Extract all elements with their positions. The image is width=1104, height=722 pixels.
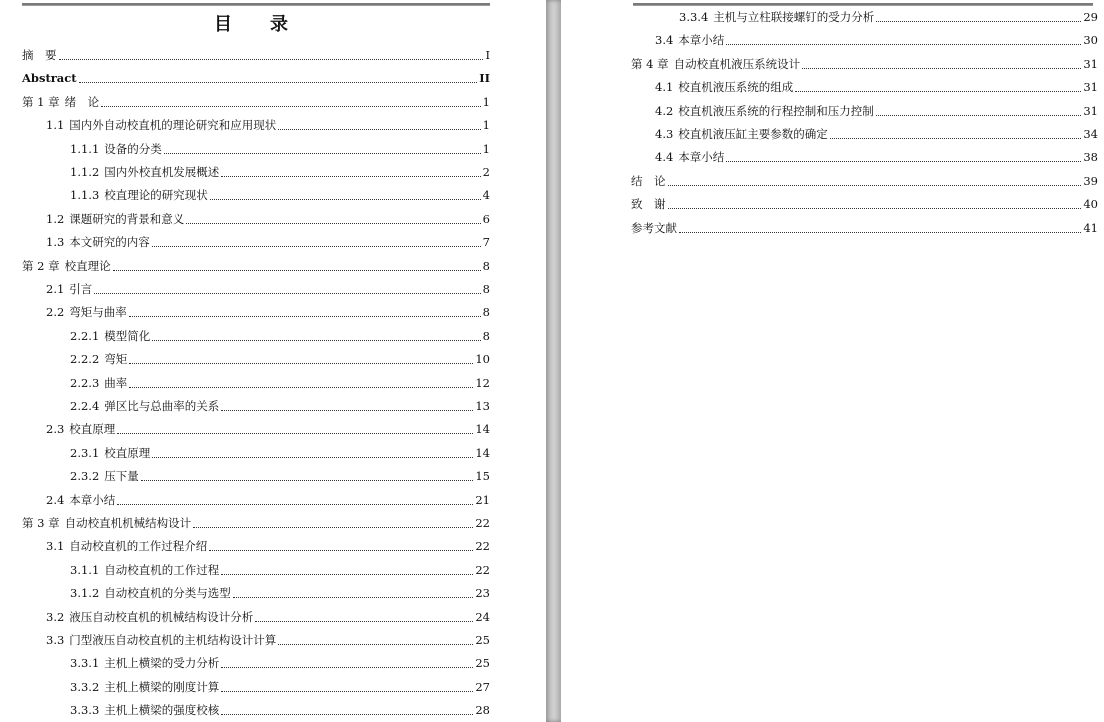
toc-entry-number: 1.1.2 — [70, 165, 100, 179]
dot-leader — [668, 184, 1082, 186]
dot-leader — [186, 222, 480, 224]
toc-entry[interactable] — [70, 162, 490, 182]
toc-entry-title: 校直原理 — [104, 445, 151, 460]
toc-entry[interactable] — [631, 54, 1098, 74]
toc-entry-page: 2 — [482, 165, 490, 179]
toc-entry-page: 13 — [475, 399, 490, 413]
toc-entry-title: 校直原理 — [69, 422, 116, 437]
toc-entry-number: 2.3.2 — [70, 469, 100, 484]
toc-entry-number: 4.3 — [655, 127, 674, 141]
toc-entry[interactable] — [679, 7, 1098, 27]
toc-entry-page: 31 — [1083, 56, 1098, 71]
toc-entry-page: 8 — [482, 305, 490, 320]
toc-entry-number: 2.3.1 — [70, 445, 100, 460]
toc-entry-title: 引言 — [69, 282, 93, 296]
toc-entry[interactable] — [46, 302, 490, 322]
toc-entry-title: 参考文献 — [631, 220, 677, 235]
toc-entry[interactable] — [70, 185, 490, 205]
toc-entry[interactable] — [46, 630, 490, 650]
toc-entry-number: 2.2.3 — [70, 375, 100, 390]
dot-leader — [210, 198, 481, 200]
toc-entry[interactable] — [70, 466, 490, 486]
toc-entry-title: 弯矩与曲率 — [69, 305, 127, 320]
toc-entry-page: 1 — [482, 141, 490, 156]
toc-entry-page: 14 — [475, 445, 490, 460]
toc-entry[interactable] — [22, 45, 490, 65]
toc-entry-number: 第 3 章 — [22, 516, 60, 530]
toc-entry[interactable] — [46, 536, 490, 556]
toc-entry-number: 第 2 章 — [22, 258, 60, 273]
toc-entry-page: 24 — [475, 609, 490, 624]
dot-leader — [726, 160, 1081, 162]
toc-entry[interactable] — [655, 101, 1098, 121]
dot-leader — [117, 432, 473, 434]
dot-leader — [164, 152, 481, 154]
toc-entry-title: 致 谢 — [631, 197, 666, 212]
toc-entry[interactable] — [22, 68, 490, 88]
dot-leader — [221, 175, 480, 177]
toc-entry-page: 30 — [1083, 33, 1098, 48]
toc-entry-page: 40 — [1083, 197, 1098, 212]
toc-entry[interactable] — [46, 279, 490, 299]
dot-leader — [668, 207, 1082, 209]
dot-leader — [79, 81, 478, 83]
toc-entry-page: 39 — [1083, 173, 1098, 188]
dot-leader — [679, 231, 1081, 233]
toc-entry-page: I — [485, 48, 490, 62]
toc-entry-title: 压下量 — [104, 469, 139, 484]
toc-entry-number: 2.2.4 — [70, 399, 100, 413]
toc-entry[interactable] — [655, 30, 1098, 50]
toc-entry[interactable] — [70, 139, 490, 159]
toc-entry[interactable] — [46, 607, 490, 627]
right-page — [561, 0, 1104, 722]
dot-leader — [209, 549, 473, 551]
toc-entry-number: 3.4 — [655, 33, 674, 48]
toc-entry-title: 弹区比与总曲率的关系 — [104, 399, 220, 413]
toc-entry-page: 21 — [475, 492, 490, 507]
toc-entry[interactable] — [22, 513, 490, 533]
toc-entry[interactable] — [46, 419, 490, 439]
toc-entry-number: 3.1 — [46, 539, 65, 554]
toc-entry-page: 22 — [475, 562, 490, 577]
dot-leader — [101, 105, 481, 107]
toc-entry-title: 主机与立柱联接螺钉的受力分析 — [713, 10, 875, 24]
toc-entry-number: 3.3 — [46, 633, 65, 647]
toc-entry[interactable] — [631, 171, 1098, 191]
toc-entry[interactable] — [70, 700, 490, 720]
toc-entry[interactable] — [46, 490, 490, 510]
toc-entry-number: 1.3 — [46, 235, 65, 250]
dot-leader — [152, 339, 480, 341]
toc-entry-title: 摘 要 — [22, 48, 57, 62]
toc-entry-number: 1.1.3 — [70, 188, 100, 203]
toc-entry[interactable] — [70, 653, 490, 673]
dot-leader — [129, 386, 473, 388]
dot-leader — [278, 128, 480, 130]
toc-entry-title: 主机上横梁的刚度计算 — [104, 679, 220, 694]
dot-leader — [221, 573, 473, 575]
toc-entry-number: 2.2.2 — [70, 352, 100, 367]
dot-leader — [193, 526, 473, 528]
dot-leader — [113, 269, 481, 271]
toc-entry-title: 校直机液压缸主要参数的确定 — [678, 127, 828, 141]
toc-entry-number: 2.4 — [46, 492, 65, 507]
toc-entry-title: 本章小结 — [678, 33, 725, 48]
toc-entry-title: 绪 论 — [64, 94, 100, 109]
dot-leader — [255, 620, 473, 622]
toc-entry[interactable] — [631, 194, 1098, 214]
toc-entry-number: 第 1 章 — [22, 94, 60, 109]
toc-entry-title: 自动校直机的工作过程 — [104, 562, 220, 577]
dot-leader — [233, 596, 474, 598]
toc-entry-title: 课题研究的背景和意义 — [69, 211, 185, 226]
toc-entry-number: 1.1 — [46, 118, 65, 133]
toc-entry[interactable] — [70, 560, 490, 580]
dot-leader — [726, 43, 1081, 45]
toc-title: 目 录 — [214, 14, 298, 35]
toc-entry-title: 设备的分类 — [104, 141, 162, 156]
toc-entry-number: 4.1 — [655, 80, 674, 95]
toc-entry-number: 第 4 章 — [631, 56, 669, 71]
dot-leader — [221, 666, 473, 668]
toc-entry-title: 弯矩 — [104, 352, 128, 367]
toc-entry[interactable] — [655, 147, 1098, 167]
toc-entry-page: 25 — [475, 656, 490, 671]
toc-entry-title: 国内外自动校直机的理论研究和应用现状 — [69, 118, 277, 133]
toc-entry-title: 自动校直机液压系统设计 — [673, 56, 801, 71]
toc-entry-number: 3.1.1 — [70, 562, 100, 577]
dot-leader — [129, 362, 473, 364]
toc-entry-number: 3.2 — [46, 609, 65, 624]
toc-entry-title: 自动校直机的工作过程介绍 — [69, 539, 208, 554]
toc-entry-number: 2.3 — [46, 422, 65, 437]
toc-entry-number: 3.3.3 — [70, 703, 100, 718]
toc-entry[interactable] — [70, 443, 490, 463]
toc-entry-number: 4.2 — [655, 103, 674, 118]
dot-leader — [117, 503, 473, 505]
page-gutter — [546, 0, 561, 722]
toc-entry-title: 主机上横梁的受力分析 — [104, 656, 220, 671]
toc-entry-title: 国内外校直机发展概述 — [104, 165, 220, 179]
toc-entry-number: 2.2.1 — [70, 328, 100, 343]
toc-entry-title: 本章小结 — [678, 150, 725, 165]
toc-entry-number: 3.3.1 — [70, 656, 100, 671]
toc-entry-title: 液压自动校直机的机械结构设计分析 — [69, 609, 254, 624]
toc-entry-page: 28 — [475, 703, 490, 718]
toc-entry-page: 38 — [1083, 150, 1098, 165]
toc-entry-page: 27 — [475, 679, 490, 694]
toc-entry-number: 2.2 — [46, 305, 65, 320]
toc-entry-page: 8 — [482, 282, 490, 296]
toc-entry-number: 2.1 — [46, 282, 65, 296]
dot-leader — [59, 58, 484, 60]
dot-leader — [876, 114, 1082, 116]
header-rule — [633, 3, 1093, 6]
dot-leader — [278, 643, 473, 645]
toc-entry-page: 8 — [482, 258, 490, 273]
toc-entry[interactable] — [22, 92, 490, 112]
toc-entry-number: 1.1.1 — [70, 141, 100, 156]
toc-entry-title: 自动校直机机械结构设计 — [64, 516, 192, 530]
toc-entry-page: 25 — [475, 633, 490, 647]
dot-leader — [152, 245, 481, 247]
toc-entry-title: 曲率 — [104, 375, 128, 390]
toc-entry[interactable] — [70, 583, 490, 603]
dot-leader — [94, 292, 480, 294]
toc-entry-title: 校直理论 — [64, 258, 111, 273]
toc-entry-title: Abstract — [22, 71, 77, 86]
left-page — [0, 0, 546, 722]
toc-entry-page: 41 — [1083, 220, 1098, 235]
toc-entry[interactable] — [70, 326, 490, 346]
toc-entry-page: 10 — [475, 352, 490, 367]
toc-entry-page: 15 — [475, 469, 490, 484]
toc-entry-page: 7 — [482, 235, 490, 250]
toc-entry[interactable] — [655, 124, 1098, 144]
dot-leader — [129, 315, 481, 317]
toc-entry[interactable] — [631, 218, 1098, 238]
toc-entry-title: 本章小结 — [69, 492, 116, 507]
toc-entry-page: 31 — [1083, 103, 1098, 118]
toc-entry-page: 12 — [475, 375, 490, 390]
toc-entry-page: 22 — [475, 539, 490, 554]
toc-entry-page: 22 — [475, 516, 490, 530]
dot-leader — [141, 479, 474, 481]
dot-leader — [830, 137, 1082, 139]
toc-entry[interactable] — [70, 373, 490, 393]
toc-entry-page: 4 — [482, 188, 490, 203]
dot-leader — [221, 713, 473, 715]
toc-entry[interactable] — [22, 256, 490, 276]
toc-entry-title: 校直机液压系统的行程控制和压力控制 — [678, 103, 874, 118]
toc-entry-title: 结 论 — [631, 173, 666, 188]
toc-entry[interactable] — [70, 349, 490, 369]
toc-entry-number: 4.4 — [655, 150, 674, 165]
toc-entry-page: 34 — [1083, 127, 1098, 141]
dot-leader — [152, 456, 473, 458]
dot-leader — [876, 20, 1081, 22]
toc-entry[interactable] — [46, 232, 490, 252]
dot-leader — [221, 409, 473, 411]
toc-entry-title: 门型液压自动校直机的主机结构设计计算 — [69, 633, 277, 647]
toc-entry[interactable] — [70, 396, 490, 416]
toc-entry-title: 主机上横梁的强度校核 — [104, 703, 220, 718]
toc-entry-page: 31 — [1083, 80, 1098, 95]
toc-entry-page: 14 — [475, 422, 490, 437]
toc-entry[interactable] — [46, 209, 490, 229]
dot-leader — [802, 67, 1081, 69]
toc-entry-number: 3.3.2 — [70, 679, 100, 694]
toc-entry-title: 自动校直机的分类与选型 — [104, 586, 231, 601]
header-rule — [22, 3, 490, 6]
toc-entry-page: 8 — [482, 328, 490, 343]
toc-entry[interactable] — [70, 677, 490, 697]
toc-entry-page: 29 — [1083, 10, 1098, 24]
toc-entry-title: 校直机液压系统的组成 — [678, 80, 794, 95]
toc-entry-page: 23 — [475, 586, 490, 601]
toc-entry[interactable] — [655, 77, 1098, 97]
toc-entry-page: 6 — [482, 211, 490, 226]
toc-entry-page: 1 — [482, 118, 490, 133]
toc-entry-title: 校直理论的研究现状 — [104, 188, 208, 203]
toc-entry-number: 3.1.2 — [70, 586, 100, 601]
dot-leader — [221, 690, 473, 692]
toc-entry-number: 3.3.4 — [679, 10, 709, 24]
toc-entry-number: 1.2 — [46, 211, 65, 226]
toc-entry-page: II — [479, 71, 490, 86]
dot-leader — [795, 90, 1081, 92]
toc-entry-title: 本文研究的内容 — [69, 235, 150, 250]
toc-entry[interactable] — [46, 115, 490, 135]
toc-entry-title: 模型简化 — [104, 328, 151, 343]
toc-entry-page: 1 — [482, 94, 490, 109]
